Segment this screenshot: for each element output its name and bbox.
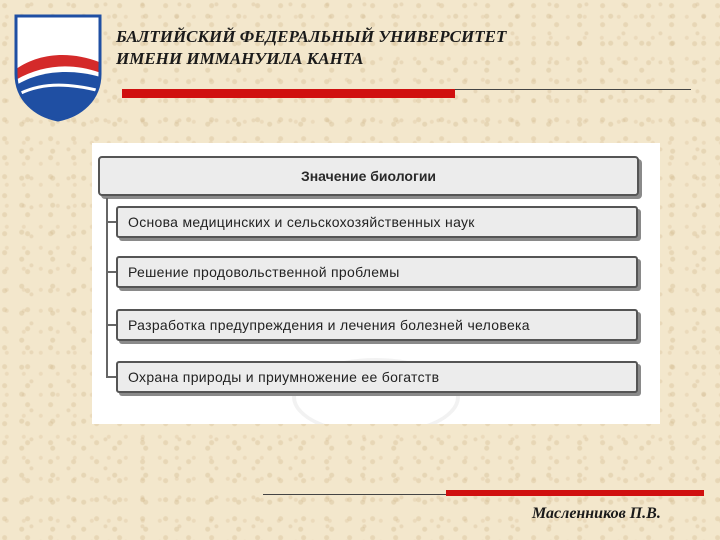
diagram-node-label: Разработка предупреждения и лечения болезней человека xyxy=(128,317,530,333)
footer-rule-line xyxy=(263,494,448,495)
university-emblem-icon xyxy=(12,12,104,122)
diagram-connector-branch xyxy=(106,324,116,326)
diagram-connector-trunk xyxy=(106,198,108,378)
footer-rule-accent xyxy=(446,490,704,496)
diagram-node-2 xyxy=(116,256,638,288)
page-title xyxy=(116,26,506,70)
diagram-root-label: Значение биологии xyxy=(300,168,437,184)
diagram-node-label: Решение продовольственной проблемы xyxy=(128,264,400,280)
title-line-2: ИМЕНИ ИММАНУИЛА КАНТА xyxy=(116,49,364,68)
diagram-node-label: Охрана природы и приумножение ее богатств xyxy=(128,369,440,385)
diagram-node-label: Основа медицинских и сельскохозяйственных наук xyxy=(128,214,475,230)
diagram-root-box xyxy=(98,156,639,196)
diagram-connector-branch xyxy=(106,221,116,223)
diagram-node-1 xyxy=(116,206,638,238)
header-rule-accent xyxy=(122,89,455,98)
diagram-connector-branch xyxy=(106,271,116,273)
diagram-node-4 xyxy=(116,361,638,393)
biology-diagram xyxy=(92,143,660,424)
diagram-connector-branch xyxy=(106,376,116,378)
title-line-1: БАЛТИЙСКИЙ ФЕДЕРАЛЬНЫЙ УНИВЕРСИТЕТ xyxy=(116,27,507,46)
author-name: Масленников П.В. xyxy=(532,505,661,522)
header-rule-line xyxy=(455,89,691,90)
diagram-node-3 xyxy=(116,309,638,341)
